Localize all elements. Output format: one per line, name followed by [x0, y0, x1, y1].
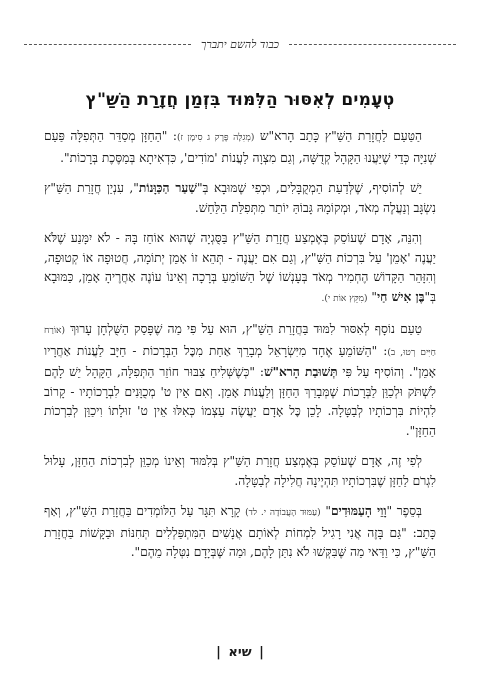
paragraph-text: הַטַּעַם לַחֲזָרַת הַשַּׁ"ץ כָּתַב הָרא"ש	[254, 129, 422, 143]
paragraph-1	[44, 127, 436, 168]
paragraph-text: ", עִנְיַן חֲזָרַת הַשַּׁ"ץ נִשְׂגָּב וְנַעֲלֶה מְאֹד, וּמְקוֹמָהּ גָּבוֹהַּ יוֹתֵר מִתְּפִלַּת הַלַּחַשׁ.	[44, 181, 436, 215]
paragraph-text: : "כְּשֶׁשְּׁלִיחַ צִבּוּר חוֹזֵר הַתְּפִלָּה, הַקָּהָל יֵשׁ לָהֶם לִשְׁתֹּק וּלְכַוֵּן לַבְּרָכוֹת שֶׁמְּבָרֵךְ הַחַזָּן וְלַעֲנוֹת אָמֵן. וְאִם אֵין ט' מְכֻוָּנִים לִבְרָכוֹתָיו - קָרוֹב לִהְיוֹת בִּרְכוֹתָיו לְבַטָּלָה. לָכֵן כׇּל אָדָם יַעֲשֶׂה עַצְמוֹ כְּאִלּוּ אֵין ט' זוּלָתוֹ וִיכַוֵּן לְבִרְכוֹת הַחַזָּן".	[44, 365, 436, 438]
source-citation: (מִקֵּץ אוֹת י).	[321, 293, 368, 304]
header-rule-right	[289, 44, 456, 45]
paragraph-2	[44, 179, 436, 218]
paragraph-text: קָרָא תִּגָּר עַל הַלּוֹמְדִים בַּחֲזָרַת הַשַּׁ"ץ, וְאַף כָּתַב: "גַּם בָּזֶה אֲנִי רָגִיל לִמְחוֹת לְאוֹתָם אֲנָשִׁים הַמִּתְפַּלְלִים תְּחִנּוֹת וּבַקָּשׁוֹת בַּחֲזָרַת הַשַּׁ"ץ, כִּי וַדַּאי מַה שֶּׁבִּקְּשׁוּ לֹא נִתַּן לָהֶם, וּמַה שֶּׁבְּיָדָם נִטְּלָה מֵהֶם".	[44, 504, 436, 559]
source-citation: (אוֹרַח חַיִּים רְטוּ, ב)	[44, 326, 436, 358]
paragraph-3	[44, 229, 436, 309]
page-number-bar-right: |	[259, 645, 264, 660]
source-citation: (עַמּוּד הָעֲבוֹדָה י. לד)	[245, 508, 321, 518]
paragraph-5	[44, 452, 436, 491]
body-text	[44, 127, 436, 574]
paragraph-6	[44, 502, 436, 563]
paragraph-text: "	[320, 504, 331, 518]
paragraph-text: : "הַחַזָּן מְסַדֵּר הַתְּפִלָּה פַּעַם שְׁנִיָּה כְּדֵי שֶׁיַּעֲנוּ הַקָּהָל קְדֻשָּׁה, וְגַם מִצְוָה לַעֲנוֹת 'מוֹדִים', כִּדְאִיתָא בְּמַסֶּכֶת בְּרָכוֹת".	[44, 129, 436, 165]
page-number: שיא	[228, 645, 252, 660]
paragraph-4	[44, 320, 436, 441]
paragraph-text: לְפִי זֶה, אָדָם שֶׁעוֹסֵק בְּאֶמְצַע חֲזָרַת הַשַּׁ"ץ בְּלִמּוּד וְאֵינוֹ מְכַוֵּן לְבִרְכוֹת הַחַזָּן, עָלוּל לִגְרֹם לַחַזָּן שֶׁבִּרְכוֹתָיו תִּהְיֶינָה חֲלִילָה לְבַטָּלָה.	[44, 454, 436, 488]
running-header	[24, 36, 456, 52]
page-number-footer	[0, 645, 480, 660]
header-rule-left	[24, 44, 191, 45]
page-number-bar-left: |	[216, 645, 221, 660]
source-citation: (מְגִלָּה פֶּרֶק ג סִימָן ז)	[177, 133, 255, 143]
book-reference: בֶּן אִישׁ חַי	[376, 289, 425, 304]
paragraph-text: "	[367, 289, 377, 304]
book-reference: וָוֵי הָעַמּוּדִים	[330, 504, 387, 518]
book-reference: שַׁעַר הַכַּוָּנוֹת	[138, 181, 197, 195]
paragraph-text: יֵשׁ לְהוֹסִיף, שֶׁלְּדַעַת הַמְקֻבָּלִים, וּכְפִי שֶׁמּוּבָא בְּ"	[196, 181, 422, 195]
paragraph-text: טַעַם נוֹסָף לְאִסּוּר לִמּוּד בַּחֲזָרַת הַשַּׁ"ץ, הוּא עַל פִּי מַה שֶׁפָּסַק הַשֻּׁלְחָן עָרוּךְ	[64, 322, 422, 336]
paragraph-text: בְּסֵפֶר "	[386, 504, 422, 518]
paragraph-text: : "הַשּׁוֹמֵעַ אֶחָד מִיִּשְׂרָאֵל מְבָרֵךְ אַחַת מִכׇּל הַבְּרָכוֹת - חַיָּב לַעֲנוֹת אַחֲרָיו אָמֵן". וְהוֹסִיף עַל פִּי	[44, 343, 436, 379]
header-text: כבוד להשם יתברך	[200, 37, 280, 51]
book-reference: תְּשׁוּבַת הָרא"שׁ	[264, 365, 338, 379]
chapter-title: טְעָמִים לְאִסּוּר הַלִּמּוּד בִּזְמַן חֲזָרַת הַשַּׁ"ץ	[85, 90, 395, 110]
paragraph-text: וְהִנֵּה, אָדָם שֶׁעוֹסֵק בְּאֶמְצַע חֲזָרַת הַשַּׁ"ץ בַּסֻּגְיָה שֶׁהוּא אוֹחֵז בָּהּ - לֹא יִמָּנַע שֶׁלֹּא יַעֲנֶה 'אָמֵן' עַל בִּרְכוֹת הַשַּׁ"ץ, וְגַם אִם יַעֲנֶה - תְּהֵא זוֹ אָמֵן יְתוֹמָה, חֲטוּפָה אוֹ קְטוּפָה, וְהִזָּהֵר הַקָּדוֹשׁ הֶחְמִיר מְאֹד בְּעָנְשׁוֹ שֶׁל הַשּׁוֹמֵעַ בְּרָכָה וְאֵינוֹ עוֹנֶה אַחֲרֶיהָ אָמֵן, כַּמּוּבָא בְּ"	[44, 231, 436, 304]
